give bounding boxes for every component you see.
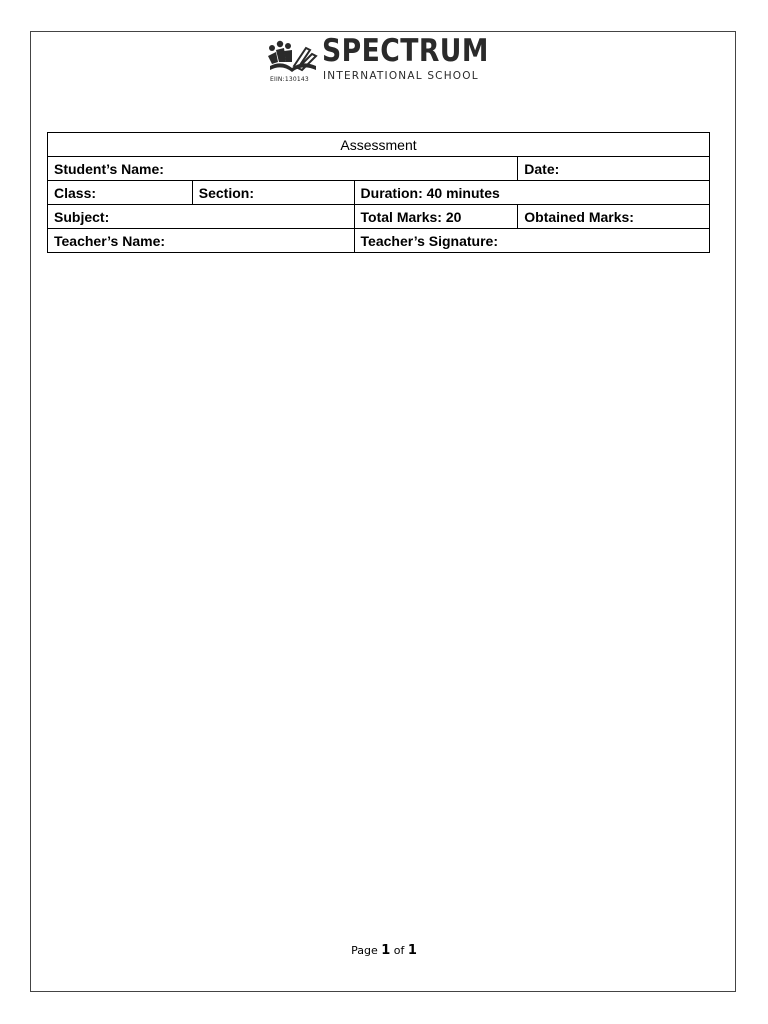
- student-name-field: Student’s Name:: [48, 157, 518, 181]
- class-field: Class:: [48, 181, 193, 205]
- table-row: [48, 181, 710, 205]
- date-field: Date:: [518, 157, 710, 181]
- duration-field: Duration: 40 minutes: [354, 181, 709, 205]
- students-book-logo-icon: [266, 40, 318, 76]
- total-marks-field: Total Marks: 20: [354, 205, 518, 229]
- assessment-table: [47, 132, 710, 253]
- page-prefix: Page: [351, 944, 378, 957]
- obtained-marks-field: Obtained Marks:: [518, 205, 710, 229]
- section-field: Section:: [192, 181, 354, 205]
- teacher-signature-field: Teacher’s Signature:: [354, 229, 709, 253]
- page-total: 1: [407, 943, 417, 958]
- teacher-name-field: Teacher’s Name:: [48, 229, 355, 253]
- page-of: of: [393, 944, 405, 957]
- assessment-title: Assessment: [48, 133, 710, 157]
- school-name: SPECTRUM: [322, 33, 489, 69]
- table-row: [48, 229, 710, 253]
- page-current: 1: [381, 943, 391, 958]
- page-number-footer: [0, 943, 768, 958]
- school-subtitle: INTERNATIONAL SCHOOL: [323, 70, 479, 82]
- table-row: [48, 133, 710, 157]
- subject-field: Subject:: [48, 205, 355, 229]
- eiin-number: EIIN:130143: [270, 76, 309, 83]
- table-row: [48, 157, 710, 181]
- table-row: [48, 205, 710, 229]
